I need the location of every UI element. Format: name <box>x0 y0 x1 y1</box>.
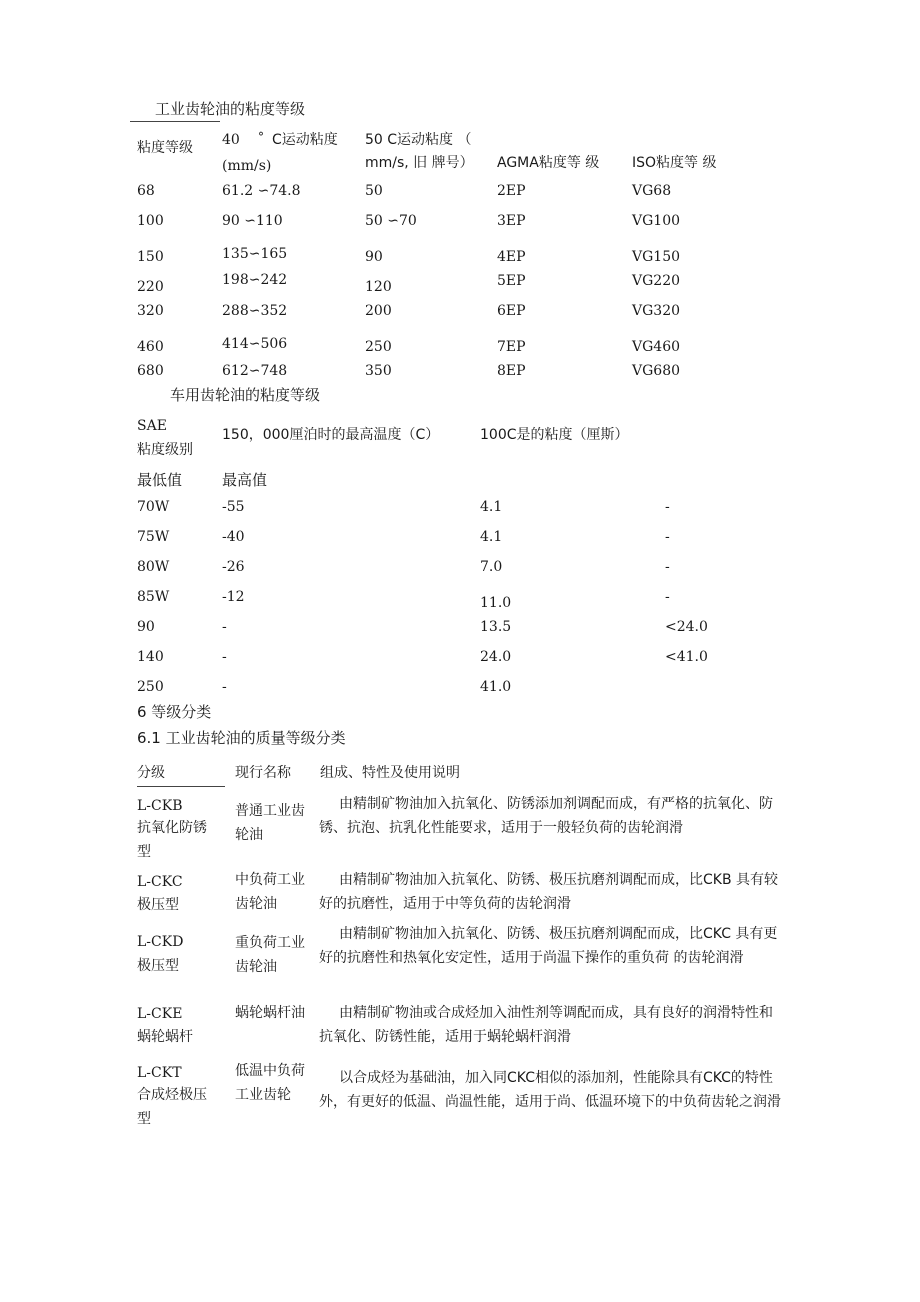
class-name: 重负荷工业齿轮油 <box>235 935 305 975</box>
class-type: 合成烃极压型 <box>137 1087 207 1127</box>
table-cell: 85W <box>137 589 170 605</box>
header-grade: 粘度等级 <box>137 140 193 156</box>
table-cell: 61.2 ∽74.8 <box>222 183 301 199</box>
header-v40-temp: 40 <box>222 132 240 148</box>
class-name: 普通工业齿轮油 <box>235 803 305 843</box>
table-cell: - <box>222 679 227 695</box>
class-type: 极压型 <box>137 958 179 974</box>
table-cell: 220 <box>137 279 164 295</box>
table-cell: 41.0 <box>480 679 512 695</box>
table-cell: VG100 <box>632 213 681 229</box>
class-desc: 由精制矿物油加入抗氧化、防锈添加剂调配而成，有严格的抗氧化、防锈、抗泡、抗乳化性能要求，适用于一般轻负荷的齿轮润滑 <box>319 796 773 836</box>
table-cell: VG68 <box>632 183 672 199</box>
table-cell: - <box>665 529 670 545</box>
table-cell: 4EP <box>497 249 526 265</box>
table-cell: 8EP <box>497 363 526 379</box>
table-cell: 4.1 <box>480 499 503 515</box>
table-cell: 5EP <box>497 273 526 289</box>
class-name: 蜗轮蜗杆油 <box>235 1005 305 1021</box>
table-cell: 50 <box>365 183 383 199</box>
table-cell: 2EP <box>497 183 526 199</box>
table-cell: <41.0 <box>665 649 708 665</box>
class-desc: 由精制矿物油加入抗氧化、防锈、极压抗磨剂调配而成，比CKC 具有更好的抗磨性和热氧化安定性，适用于尚温下操作的重负荷 的齿轮润滑 <box>319 926 778 966</box>
title-rule <box>130 121 220 122</box>
table-cell: 13.5 <box>480 619 512 635</box>
header-visc: 100C是的粘度（厘斯） <box>480 427 629 443</box>
header-v40-label: C运动粘度 <box>272 132 338 148</box>
table-cell: 24.0 <box>480 649 512 665</box>
header-iso: ISO粘度等 级 <box>632 155 717 171</box>
table-cell: 150 <box>137 249 164 265</box>
table-cell: 350 <box>365 363 392 379</box>
class-type: 极压型 <box>137 897 179 913</box>
header-name: 现行名称 <box>235 765 291 781</box>
table-cell: -55 <box>222 499 245 515</box>
header-min: 最低值 <box>137 471 183 489</box>
table-cell: 70W <box>137 499 170 515</box>
class-name: 中负荷工业齿轮油 <box>235 872 305 912</box>
table-cell: 7.0 <box>480 559 503 575</box>
table-cell: 135∽165 <box>222 246 288 262</box>
class-desc: 由精制矿物油加入抗氧化、防锈、极压抗磨剂调配而成，比CKB 具有较好的抗磨性，适用于中等负荷的齿轮润滑 <box>319 872 779 912</box>
table-cell: - <box>665 589 670 605</box>
table-cell: - <box>222 619 227 635</box>
table-cell: VG680 <box>632 363 681 379</box>
table-cell: -12 <box>222 589 245 605</box>
table-cell: 3EP <box>497 213 526 229</box>
table-cell: -26 <box>222 559 245 575</box>
class-desc: 由精制矿物油或合成烃加入油性剂等调配而成，具有良好的润滑特性和抗氧化、防锈性能，适用于蜗轮蜗杆润滑 <box>319 1005 773 1045</box>
table-cell: 200 <box>365 303 392 319</box>
header-rule <box>137 786 225 787</box>
table-cell: 198∽242 <box>222 272 288 288</box>
table-cell: 320 <box>137 303 164 319</box>
class-code: L-CKT <box>137 1065 182 1081</box>
header-desc: 组成、特性及使用说明 <box>320 765 460 781</box>
header-agma: AGMA粘度等 级 <box>497 155 600 171</box>
table-cell: 120 <box>365 279 392 295</box>
table-cell: 75W <box>137 529 170 545</box>
table-cell: <24.0 <box>665 619 708 635</box>
table-cell: 11.0 <box>480 595 512 611</box>
section2-title: 车用齿轮油的粘度等级 <box>170 386 321 404</box>
header-v50-unit: mm/s, 旧 牌号） <box>365 155 474 171</box>
class-code: L-CKE <box>137 1006 183 1022</box>
table-cell: 90 <box>365 249 383 265</box>
table-cell: - <box>665 559 670 575</box>
table-cell: 100 <box>137 213 164 229</box>
table-cell: VG320 <box>632 303 681 319</box>
header-max: 最高值 <box>222 471 268 489</box>
class-code: L-CKB <box>137 798 183 814</box>
header-v50-label: 50 C运动粘度 （ <box>365 132 472 148</box>
table-cell: 414∽506 <box>222 336 288 352</box>
table-cell: 288∽352 <box>222 303 288 319</box>
table-cell: 6EP <box>497 303 526 319</box>
class-code: L-CKD <box>137 934 184 950</box>
table-cell: VG220 <box>632 273 681 289</box>
table-cell: 250 <box>137 679 164 695</box>
header-v40-unit: (mm/s) <box>222 158 272 174</box>
section3-heading: 6 等级分类 <box>137 703 212 721</box>
table-cell: 90 ∽110 <box>222 213 283 229</box>
section1-title: 工业齿轮油的粘度等级 <box>155 100 306 118</box>
table-cell: 7EP <box>497 339 526 355</box>
table-cell: - <box>222 649 227 665</box>
table-cell: 68 <box>137 183 155 199</box>
table-cell: - <box>665 499 670 515</box>
table-cell: VG150 <box>632 249 681 265</box>
table-cell: 612∽748 <box>222 363 288 379</box>
class-desc: 以合成烃为基础油，加入同CKC相似的添加剂，性能除具有CKC的特性外，有更好的低温、尚温性能，适用于尚、低温环境下的中负荷齿轮之润滑 <box>319 1070 781 1110</box>
table-cell: 680 <box>137 363 164 379</box>
table-cell: VG460 <box>632 339 681 355</box>
header-sae-grade: 粘度级别 <box>137 442 193 458</box>
class-code: L-CKC <box>137 874 183 890</box>
class-name: 低温中负荷工业齿轮 <box>235 1063 305 1103</box>
section3-subheading: 6.1 工业齿轮油的质量等级分类 <box>137 729 346 747</box>
degree-symbol: ° <box>258 130 264 144</box>
table-cell: 80W <box>137 559 170 575</box>
table-cell: 4.1 <box>480 529 503 545</box>
class-type: 蜗轮蜗杆 <box>137 1029 193 1045</box>
table-cell: -40 <box>222 529 245 545</box>
header-temp: 150，000厘泊时的最高温度（C） <box>222 427 440 443</box>
table-cell: 90 <box>137 619 155 635</box>
table-cell: 460 <box>137 339 164 355</box>
class-type: 抗氧化防锈型 <box>137 820 207 860</box>
header-sae: SAE <box>137 418 167 434</box>
table-cell: 140 <box>137 649 164 665</box>
table-cell: 50 ∽70 <box>365 213 417 229</box>
table-cell: 250 <box>365 339 392 355</box>
header-class: 分级 <box>137 765 165 781</box>
